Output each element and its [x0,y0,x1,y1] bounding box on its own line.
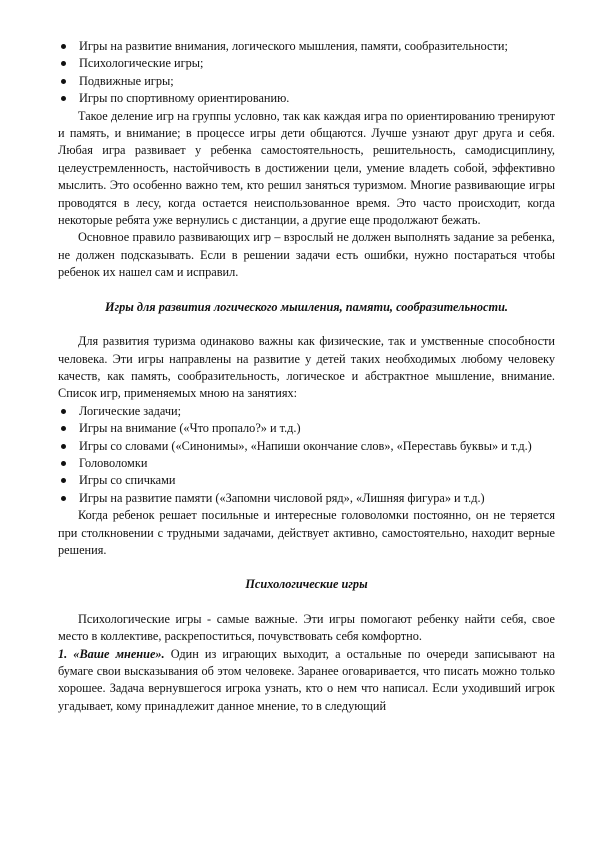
bullet-icon [61,44,66,49]
section-heading: Психологические игры [245,577,368,592]
bullet-icon [61,496,66,501]
game-types-list [58,38,555,108]
list-item: Игры на внимание («Что пропало?» и т.д.) [58,420,555,437]
bullet-icon [61,96,66,101]
paragraph: Когда ребенок решает посильные и интересные головоломки постоянно, он не теряется при столкновении с трудными задачами, действует активно, самостоятельно, находит верные решения. [58,508,555,557]
game-list [58,403,555,507]
bullet-icon [61,409,66,414]
paragraph: Основное правило развивающих игр – взрослый не должен выполнять задание за ребенка, не должен подсказывать. Если в решении задачи есть ошибки, нужно постараться чтобы ребенок их нашел сам и исправил. [58,230,555,280]
document-content [58,38,555,715]
list-item: Психологические игры; [58,55,555,72]
paragraph: Такое деление игр на группы условно, так как каждая игра по ориентированию тренируют и память, и внимание; в процессе игры дети общаются. Лучше узнают друг друга и себя. Любая игра развивает у ребенка самостоятельность, решительность, самодисциплину, целеустремленность, настойчивость в достижении цели, умение владеть собой, эффективно мыслить. Это особенно важно тем, кто решил заняться туризмом. Многие развивающие игры проводятся в лесу, когда остается неиспользованное время. Это часто происходит, когда некоторые ребята уже вернулись с дистанции, а другие еще продолжают бежать. [58,108,555,228]
list-item: Подвижные игры; [58,73,555,90]
list-item: Головоломки [58,455,555,472]
bullet-icon [61,478,66,483]
list-item: Логические задачи; [58,403,555,420]
bullet-icon [61,79,66,84]
paragraph: Психологические игры - самые важные. Эти игры помогают ребенку найти себя, свое место в коллективе, раскрепоститься, почувствовать себя комфортно. [58,611,555,644]
list-item: Игры на развитие внимания, логического мышления, памяти, сообразительности; [58,38,555,55]
paragraph: 1. «Ваше мнение». Один из играющих выходит, а остальные по очереди записывают на бумаге свои высказывания об этом человеке. Заранее оговаривается, что писать можно только хорошее. Задача вернувшегося игрока узнать, кто о нем что написал. Если уходивший игрок угадывает, кому принадлежит данное мнение, то в следующий [58,646,555,713]
section-heading: Игры для развития логического мышления, памяти, сообразительности. [105,299,508,314]
paragraph: Для развития туризма одинаково важны как физические, так и умственные способности человека. Эти игры направлены на развитие у детей таких необходимых любому человеку качеств, как память, сообразительность, логическое и абстрактное мышление, внимание. Список игр, применяемых мною на занятиях: [58,334,555,401]
bullet-icon [61,461,66,466]
list-item: Игры на развитие памяти («Запомни числовой ряд», «Лишняя фигура» и т.д.) [58,490,555,507]
bullet-icon [61,61,66,66]
bullet-icon [61,426,66,431]
list-item: Игры по спортивному ориентированию. [58,90,555,107]
list-item: Игры со спичками [58,472,555,489]
bullet-icon [61,444,66,449]
game-title: 1. «Ваше мнение». [58,646,165,661]
list-item: Игры со словами («Синонимы», «Напиши окончание слов», «Переставь буквы» и т.д.) [58,438,555,455]
